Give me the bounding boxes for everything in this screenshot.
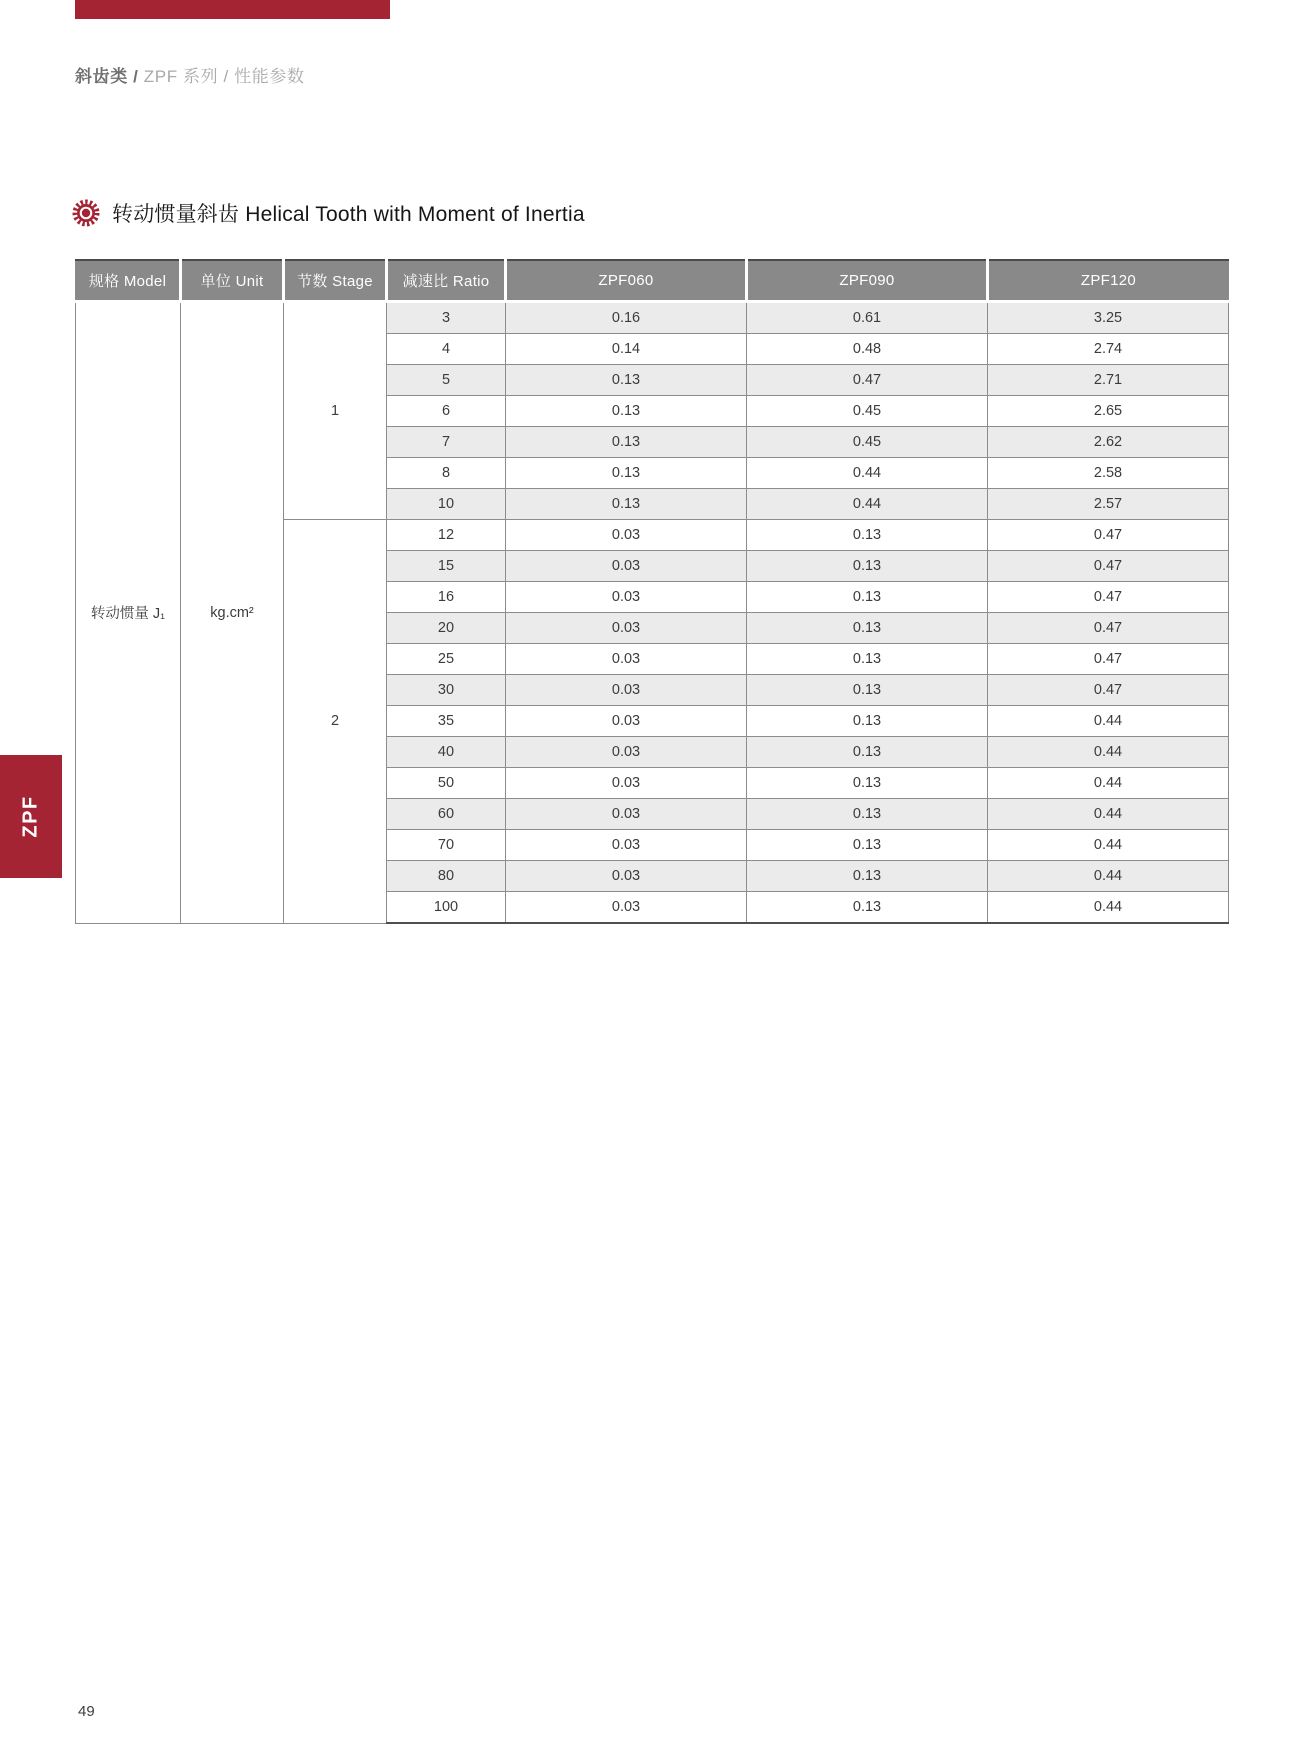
ratio-cell: 35 (387, 706, 506, 737)
zpf120-cell: 0.44 (988, 737, 1229, 768)
top-red-bar (75, 0, 390, 19)
zpf120-cell: 0.47 (988, 613, 1229, 644)
zpf090-cell: 0.13 (747, 861, 988, 892)
gear-icon (71, 198, 101, 228)
ratio-cell: 10 (387, 489, 506, 520)
zpf090-cell: 0.13 (747, 892, 988, 924)
side-tab-zpf (0, 755, 62, 878)
zpf060-cell: 0.14 (506, 334, 747, 365)
zpf090-cell: 0.47 (747, 365, 988, 396)
zpf120-cell: 0.44 (988, 830, 1229, 861)
page-number: 49 (78, 1703, 95, 1720)
header-zpf090: ZPF090 (747, 260, 988, 302)
ratio-cell: 3 (387, 302, 506, 334)
zpf060-cell: 0.13 (506, 365, 747, 396)
ratio-cell: 8 (387, 458, 506, 489)
zpf090-cell: 0.45 (747, 396, 988, 427)
ratio-cell: 70 (387, 830, 506, 861)
header-zpf120: ZPF120 (988, 260, 1229, 302)
zpf060-cell: 0.03 (506, 582, 747, 613)
page-title: 转动惯量斜齿 Helical Tooth with Moment of Inertia (112, 203, 585, 226)
zpf120-cell: 2.74 (988, 334, 1229, 365)
header-stage: 节数 Stage (284, 260, 387, 302)
ratio-cell: 7 (387, 427, 506, 458)
zpf090-cell: 0.13 (747, 675, 988, 706)
header-unit: 单位 Unit (181, 260, 284, 302)
zpf120-cell: 0.44 (988, 768, 1229, 799)
zpf060-cell: 0.03 (506, 737, 747, 768)
ratio-cell: 80 (387, 861, 506, 892)
ratio-cell: 12 (387, 520, 506, 551)
ratio-cell: 60 (387, 799, 506, 830)
zpf060-cell: 0.03 (506, 644, 747, 675)
zpf120-cell: 2.57 (988, 489, 1229, 520)
ratio-cell: 15 (387, 551, 506, 582)
zpf090-cell: 0.13 (747, 582, 988, 613)
breadcrumb-category: 斜齿类 / (75, 67, 139, 86)
ratio-cell: 6 (387, 396, 506, 427)
zpf090-cell: 0.13 (747, 799, 988, 830)
zpf090-cell: 0.13 (747, 706, 988, 737)
zpf060-cell: 0.03 (506, 768, 747, 799)
zpf120-cell: 0.44 (988, 861, 1229, 892)
zpf120-cell: 0.44 (988, 892, 1229, 924)
zpf120-cell: 0.47 (988, 520, 1229, 551)
zpf090-cell: 0.13 (747, 520, 988, 551)
ratio-cell: 4 (387, 334, 506, 365)
header-zpf060: ZPF060 (506, 260, 747, 302)
stage-cell: 1 (284, 302, 387, 520)
ratio-cell: 20 (387, 613, 506, 644)
zpf090-cell: 0.13 (747, 613, 988, 644)
zpf060-cell: 0.13 (506, 396, 747, 427)
zpf060-cell: 0.13 (506, 427, 747, 458)
header-model: 规格 Model (76, 260, 181, 302)
unit-cell: kg.cm² (181, 302, 284, 924)
zpf090-cell: 0.13 (747, 644, 988, 675)
zpf090-cell: 0.44 (747, 489, 988, 520)
zpf090-cell: 0.48 (747, 334, 988, 365)
zpf060-cell: 0.03 (506, 675, 747, 706)
breadcrumb (75, 62, 305, 87)
zpf090-cell: 0.13 (747, 768, 988, 799)
zpf060-cell: 0.03 (506, 706, 747, 737)
table-header-row (76, 260, 1229, 302)
zpf090-cell: 0.13 (747, 551, 988, 582)
zpf120-cell: 0.47 (988, 551, 1229, 582)
model-cell: 转动惯量 J₁ (76, 302, 181, 924)
side-tab-label: ZPF (19, 795, 42, 838)
zpf090-cell: 0.61 (747, 302, 988, 334)
ratio-cell: 16 (387, 582, 506, 613)
zpf060-cell: 0.03 (506, 520, 747, 551)
zpf060-cell: 0.16 (506, 302, 747, 334)
zpf060-cell: 0.03 (506, 892, 747, 924)
inertia-table (75, 259, 1229, 924)
zpf060-cell: 0.03 (506, 861, 747, 892)
ratio-cell: 40 (387, 737, 506, 768)
stage-cell: 2 (284, 520, 387, 924)
zpf090-cell: 0.44 (747, 458, 988, 489)
ratio-cell: 100 (387, 892, 506, 924)
zpf090-cell: 0.13 (747, 737, 988, 768)
zpf120-cell: 0.47 (988, 644, 1229, 675)
zpf120-cell: 2.65 (988, 396, 1229, 427)
zpf060-cell: 0.03 (506, 613, 747, 644)
zpf120-cell: 0.47 (988, 675, 1229, 706)
ratio-cell: 50 (387, 768, 506, 799)
breadcrumb-path: ZPF 系列 / 性能参数 (138, 67, 305, 86)
zpf120-cell: 0.47 (988, 582, 1229, 613)
zpf120-cell: 2.71 (988, 365, 1229, 396)
zpf060-cell: 0.13 (506, 489, 747, 520)
ratio-cell: 25 (387, 644, 506, 675)
ratio-cell: 5 (387, 365, 506, 396)
header-ratio: 减速比 Ratio (387, 260, 506, 302)
inertia-table-wrap (75, 259, 1229, 924)
zpf120-cell: 3.25 (988, 302, 1229, 334)
zpf090-cell: 0.13 (747, 830, 988, 861)
section-title-bar (71, 198, 585, 228)
table-row (76, 302, 1229, 334)
zpf120-cell: 0.44 (988, 799, 1229, 830)
zpf060-cell: 0.03 (506, 551, 747, 582)
zpf060-cell: 0.13 (506, 458, 747, 489)
zpf120-cell: 2.62 (988, 427, 1229, 458)
zpf120-cell: 2.58 (988, 458, 1229, 489)
zpf060-cell: 0.03 (506, 830, 747, 861)
zpf090-cell: 0.45 (747, 427, 988, 458)
zpf120-cell: 0.44 (988, 706, 1229, 737)
zpf060-cell: 0.03 (506, 799, 747, 830)
ratio-cell: 30 (387, 675, 506, 706)
